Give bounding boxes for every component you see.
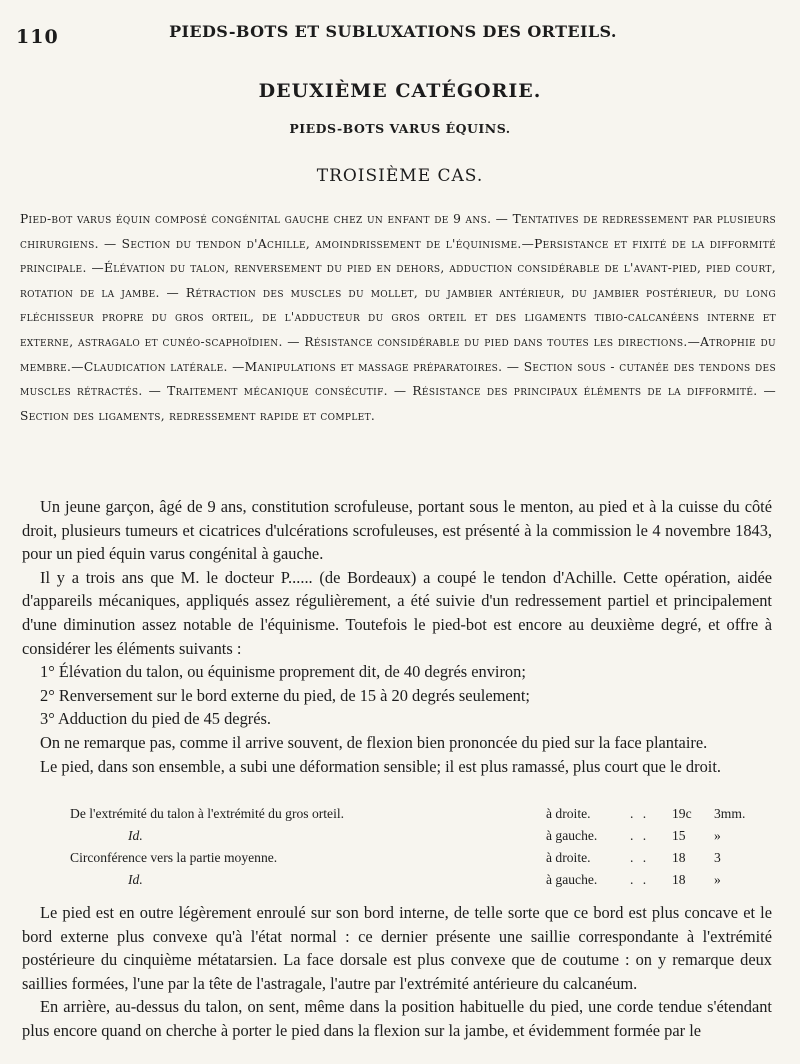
measure-side: à droite. [546,850,591,865]
case-body [22,495,772,778]
measure-mm: » [714,828,721,843]
measure-label: De l'extrémité du talon à l'extrémité du gros orteil. [70,806,345,821]
table-row [70,803,770,825]
table-row [70,847,770,869]
measure-side: à gauche. [546,872,598,887]
list-item: 3° Adduction du pied de 45 degrés. [40,709,271,729]
measure-cm: 18 [672,850,686,865]
measure-label: Id. [128,828,143,843]
measure-dots: . . [630,850,650,865]
measure-cm: 19c [672,806,692,821]
measure-label: Circonférence vers la partie moyenne. [70,850,278,865]
measure-dots: . . [630,806,650,821]
measure-side: à gauche. [546,828,598,843]
case-title: TROISIÈME CAS. [316,166,484,186]
table-row [70,825,770,847]
measure-dots: . . [630,828,650,843]
table-row [70,869,770,891]
measure-mm: 3mm. [714,806,746,821]
body-paragraph: Il y a trois ans que M. le docteur P...... (de Bordeaux) a coupé le tendon d'Achille. Cette opération, aidée d'appareils mécaniques, appliqués assez régulièrement, a été suivie d'un redressement partiel et principalement d'une diminution assez notable de l'équinisme. Toutefois le pied-bot est encore au deuxième degré, et offre à considérer les éléments suivants : [22,567,772,658]
body-paragraph: Le pied est en outre légèrement enroulé sur son bord interne, de telle sorte que ce bord est plus concave et le bord externe plus convexe qu'à l'état normal : ce dernier présente une saillie correspondante à l'extrémité postérieure du cinquième métatarsien. La face dorsale est plus convexe que de coutume : on y remarque deux saillies formées, l'une par la tête de l'astragale, l'autre par l'extrémité antérieure du calcanéum. [22,903,772,993]
measure-mm: 3 [714,850,721,865]
measurements-table [70,803,770,891]
list-item: 1° Élévation du talon, ou équinisme proprement dit, de 40 degrés environ; [40,662,526,682]
category-subtitle: PIEDS-BOTS VARUS ÉQUINS. [289,121,511,136]
measure-label: Id. [128,872,143,887]
measure-mm: » [714,872,721,887]
body-paragraph: Un jeune garçon, âgé de 9 ans, constitution scrofuleuse, portant sous le menton, au pied et à la cuisse du côté droit, plusieurs tumeurs et cicatrices d'ulcérations scrofuleuses, est présenté à la commission le 4 novembre 1843, pour un pied équin varus congénital à gauche. [22,497,772,564]
case-summary: Pied-bot varus équin composé congénital gauche chez un enfant de 9 ans. — Tentatives de redressement par plusieurs chirurgiens. — Section du tendon d'Achille, amoindrissement de l'équinisme.—Persistance et fixité de la difformité principale. —Élévation du talon, renversement du pied en dehors, adduction considérable de l'avant-pied, pied court, rotation de la jambe. — Rétraction des muscles du mollet, du jambier antérieur, du jambier postérieur, du long fléchisseur propre du gros orteil, de l'adducteur du gros orteil et des ligaments tibio-calcanéens interne et externe, astragalo et cunéo-scaphoïdien. — Résistance considérable du pied dans toutes les directions.—Atrophie du membre.—Claudication latérale. —Manipulations et massage préparatoires. — Section sous - cutanée des tendons des muscles rétractés. — Traitement mécanique consécutif. — Résistance des principaux éléments de la difformité. — Section des ligaments, redressement rapide et complet. [20,212,776,423]
measure-side: à droite. [546,806,591,821]
page-number: 110 [16,26,59,48]
measure-dots: . . [630,872,650,887]
body-paragraph: On ne remarque pas, comme il arrive souvent, de flexion bien prononcée du pied sur la face plantaire. [40,732,708,752]
body-paragraph: Le pied, dans son ensemble, a subi une déformation sensible; il est plus ramassé, plus court que le droit. [40,756,721,776]
body-paragraph: En arrière, au-dessus du talon, on sent, même dans la position habituelle du pied, une corde tendue s'étendant plus encore quand on cherche à porter le pied dans la flexion sur la jambe, et évidemment formée par le [22,997,772,1040]
case-body-continued [22,901,772,1043]
running-title: PIEDS-BOTS ET SUBLUXATIONS DES ORTEILS. [169,22,617,41]
measure-cm: 18 [672,872,686,887]
list-item: 2° Renversement sur le bord externe du pied, de 15 à 20 degrés seulement; [40,685,530,705]
running-head [16,20,770,46]
category-title: DEUXIÈME CATÉGORIE. [258,80,542,102]
measure-cm: 15 [672,828,686,843]
